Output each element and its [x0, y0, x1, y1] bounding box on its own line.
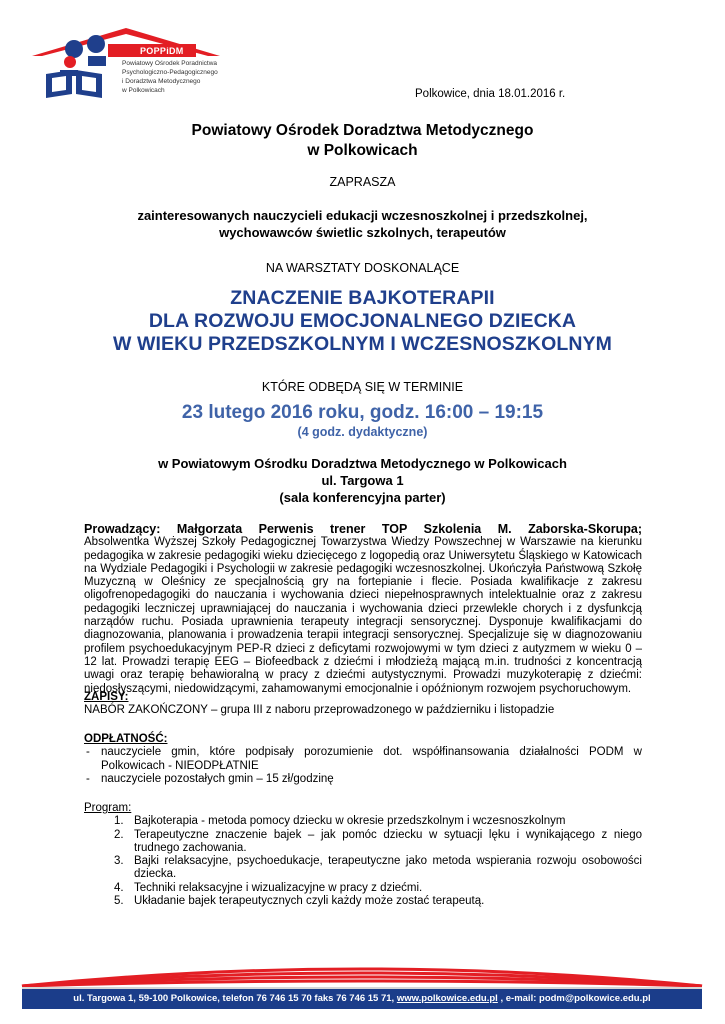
list-item — [114, 815, 642, 828]
program-title: Program: — [84, 802, 132, 814]
workshop-title — [0, 287, 725, 356]
item-text: Układanie bajek terapeutycznych czyli każdy może zostać terapeutą. — [134, 895, 485, 908]
venue-address: ul. Targowa 1 — [321, 473, 404, 488]
list-item: - nauczyciele gmin, które podpisały porozumienie dot. współfinansowania działalności PODM w Polkowicach - NIEODPŁATNIE — [84, 746, 642, 773]
item-text: Techniki relaksacyjne i wizualizacyjne w pracy z dziećmi. — [134, 881, 423, 894]
item-number: 4. — [114, 881, 124, 894]
audience-line: wychowawców świetlic szkolnych, terapeutów — [219, 225, 506, 240]
audience-text — [0, 207, 725, 241]
title-line: W WIEKU PRZEDSZKOLNYM I WCZESNOSZKOLNYM — [113, 333, 612, 355]
venue — [0, 455, 725, 506]
lead-trainer-bio: Absolwentka Wyższej Szkoły Pedagogicznej Towarzystwa Wiedzy Powszechnej w Warszawie na kierunku pedagogika w zakresie pedagogiki wieku dziecięcego z logopedią oraz Uniwersytetu Śląskiego w Katowicach na Wydziale Pedagogiki i Psychologii w zakresie pedagogiki wczesnoszkolnej. Ukończyła Państwową Szkołę Muzyczną w Oleśnicy ze specjalnością gry na fortepianie i flecie. Posiada kwalifikacje z zakresu oligofrenopedagogiki do nauczania i wychowania dzieci niepełnosprawnych intelektualnie oraz z zakresu pedagogiki leczniczej uprawniającej do nauczania i wychowania dzieci przewlekle chorych i z dysfunkcją narządów ruchu. Posiada uprawnienia terapeuty integracji sensorycznej. Dysponuje kwalifikacjami do diagnozowania, planowania i prowadzenia terapii integracji sensorycznej. Specjalizuje się w diagnozowaniu profilem psychoedukacyjnym PEP-R dzieci z deficytami rozwojowymi w tym dzieci z autyzmem w wieku 0 – 12 lat. Prowadzi terapię EEG – Biofeedback z dziećmi i młodzieżą mającą m.in. trudności z koncentracją uwagi oraz terapię behawioralną w pracy z dziećmi autystycznymi. Prowadzi muzykoterapię z dziećmi: niedosłyszącymi, niedowidzącymi, zahamowanymi emocjonalnie i opóźnionym rozwojem psychoruchowym. — [84, 536, 642, 695]
term-intro: KTÓRE ODBĘDĄ SIĘ W TERMINIE — [261, 380, 464, 394]
organizer-name: Powiatowy Ośrodek Doradztwa Metodycznego — [191, 122, 534, 139]
registration-title: ZAPISY: — [84, 691, 129, 703]
logo-line: w Polkowicach — [122, 87, 165, 94]
footer-contact — [22, 993, 702, 1004]
list-item: - nauczyciele pozostałych gmin – 15 zł/godzinę — [84, 773, 642, 786]
fees-section — [84, 733, 642, 786]
item-text: Bajki relaksacyjne, psychoedukacje, terapeutyczne jako metoda wspierania rozwoju osobowości dziecka. — [134, 855, 642, 881]
workshop-label: NA WARSZTATY DOSKONALĄCE — [265, 261, 460, 275]
logo-badge-text: POPPiDM — [140, 46, 184, 56]
program-list — [114, 815, 642, 908]
title-line: DLA ROZWOJU EMOCJONALNEGO DZIECKA — [148, 310, 577, 332]
venue-room: (sala konferencyjna parter) — [279, 490, 446, 505]
logo-line: i Doradztwa Metodycznego — [122, 78, 201, 85]
item-text: Terapeutyczne znaczenie bajek – jak pomóc dziecku w sytuacji lęku i wynikającego z niego trudnego zachowania. — [134, 828, 642, 854]
audience-line: zainteresowanych nauczycieli edukacji wczesnoszkolnej i przedszkolnej, — [137, 208, 588, 223]
organizer-heading — [0, 121, 725, 161]
item-number: 5. — [114, 895, 124, 908]
program-section — [84, 802, 642, 908]
term-datetime: 23 lutego 2016 roku, godz. 16:00 – 19:15 — [181, 402, 544, 423]
invites-text: ZAPRASZA — [329, 175, 396, 189]
title-line: ZNACZENIE BAJKOTERAPII — [230, 287, 495, 309]
logo — [30, 22, 230, 102]
registration-section — [84, 691, 642, 718]
lead-trainer-title: Prowadzący: Małgorzata Perwenis trener TOP Szkolenia M. Zaborska-Skorupa; — [84, 522, 642, 536]
footer-website-link[interactable]: www.polkowice.edu.pl — [396, 993, 498, 1004]
item-number: 2. — [114, 828, 124, 841]
logo-name-lines — [122, 59, 218, 95]
item-number: 3. — [114, 855, 124, 868]
footer-email-link[interactable]: podm@polkowice.edu.pl — [539, 993, 651, 1004]
list-item — [114, 829, 642, 856]
footer-email-label: , e-mail: — [497, 993, 540, 1004]
organizer-location: w Polkowicach — [307, 142, 418, 159]
footer-decoration-icon — [0, 958, 725, 988]
lead-trainer-section — [84, 523, 642, 696]
venue-name: w Powiatowym Ośrodku Doradztwa Metodycznego w Polkowicach — [158, 456, 567, 471]
list-item — [114, 882, 642, 895]
footer-bar — [22, 987, 702, 1009]
logo-line: Powiatowy Ośrodek Poradnictwa — [122, 60, 218, 67]
list-item — [114, 855, 642, 882]
document-date: Polkowice, dnia 18.01.2016 r. — [415, 88, 566, 100]
item-text: Bajkoterapia - metoda pomocy dziecku w okresie przedszkolnym i wczesnoszkolnym — [134, 815, 566, 828]
term-hours: (4 godz. dydaktyczne) — [297, 425, 428, 439]
logo-line: Psychologiczno-Pedagogicznego — [122, 69, 218, 76]
list-item — [114, 895, 642, 908]
item-number: 1. — [114, 815, 124, 828]
footer-address: ul. Targowa 1, 59-100 Polkowice, telefon 76 746 15 70 faks 76 746 15 71, — [73, 993, 397, 1004]
registration-text: NABÓR ZAKOŃCZONY – grupa III z naboru przeprowadzonego w październiku i listopadzie — [84, 704, 555, 717]
fees-title: ODPŁATNOŚĆ: — [84, 733, 168, 745]
fees-list — [84, 746, 642, 786]
